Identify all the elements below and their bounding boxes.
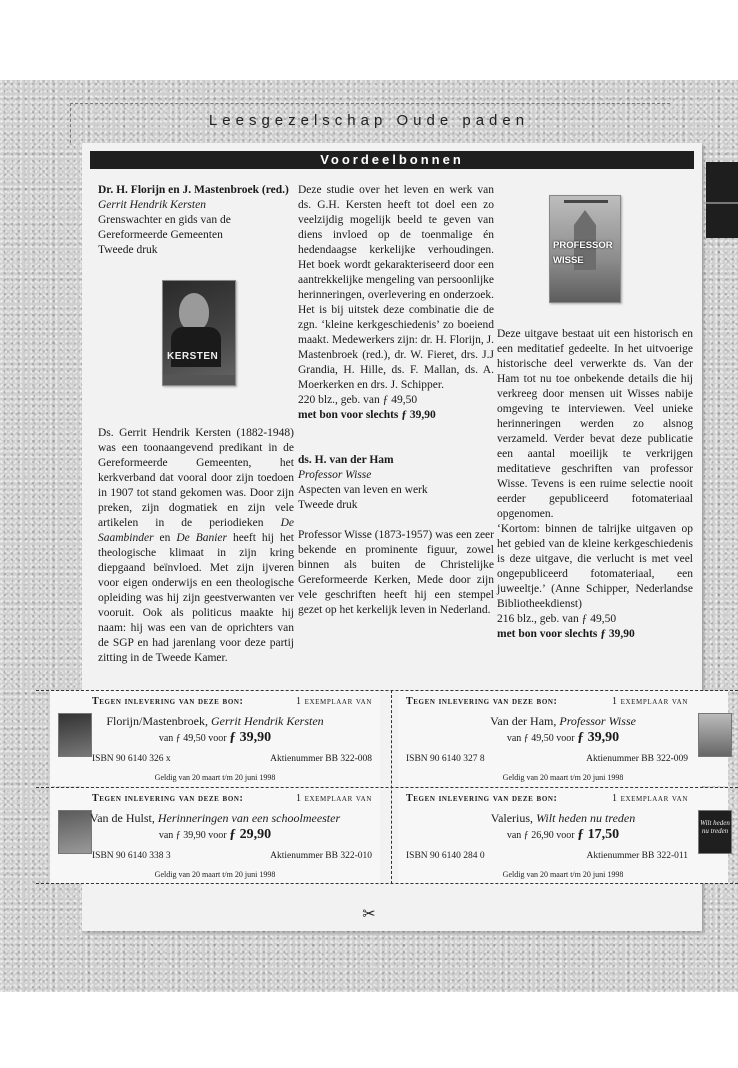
coupon-title-author: Valerius, bbox=[490, 811, 537, 825]
page-header-title: Leesgezelschap Oude paden bbox=[208, 112, 530, 129]
cut-line-vertical bbox=[391, 690, 392, 884]
coupon-header: Tegen inlevering van deze bon: bbox=[92, 793, 244, 804]
coupon-new-price: ƒ 39,90 bbox=[577, 730, 620, 745]
coupon-price bbox=[50, 828, 380, 842]
periodical-saambinder: De Saambinder bbox=[98, 517, 295, 544]
coupon-article-number: Aktienummer BB 322-008 bbox=[270, 754, 372, 764]
article2-subtitle: Aspecten van leven en werk bbox=[298, 484, 428, 496]
article2-body-1: Professor Wisse (1873-1957) was een zeer bekende en prominente figuur, zowel binnen als buiten de Christelijke Gereformeerde Kerken, Mede door zijn vele geschriften heeft hij een stempel gezet op het kerkelijk leven in Nederland. bbox=[298, 529, 494, 616]
article1-edition: Tweede druk bbox=[98, 244, 158, 256]
coupon-header: Tegen inlevering van deze bon: bbox=[406, 793, 558, 804]
article1-specs: 220 blz., geb. van ƒ 49,50 bbox=[298, 394, 418, 406]
coupon-new-price: ƒ 39,90 bbox=[229, 730, 272, 745]
cover-band bbox=[163, 375, 235, 385]
coupon-title bbox=[398, 715, 728, 728]
coupon-old-price: van ƒ 39,90 voor bbox=[158, 830, 230, 841]
cover-label: KERSTEN bbox=[167, 351, 219, 362]
coupon-new-price: ƒ 17,50 bbox=[577, 827, 620, 842]
coupon-title-book: Wilt heden nu treden bbox=[536, 811, 636, 825]
coupon-new-price: ƒ 29,90 bbox=[229, 827, 272, 842]
coupon-old-price: van ƒ 26,90 voor bbox=[506, 830, 578, 841]
cut-line-bottom bbox=[36, 883, 738, 884]
coupon-price bbox=[398, 731, 728, 745]
article1-body-3: Deze studie over het leven en werk van ds. G.H. Kersten heeft tot doel een zo veelzijdig mogelijk beeld te geven van diens invloed op de toenmalige én hedendaagse kerkelijke verhoudingen. Het boek wordt gekarakteriseerd door een aantrekkelijke mengeling van persoonlijke herinneringen, overlevering en onderzoek. Het is bij uitstek deze combinatie die de zgn. ‘kleine kerkgeschiedenis’ zo boeiend maakt. Medewerkers zijn: dr. H. Florijn, J. Mastenbroek (red.), dr. W. Fieret, drs. J.J Grandia, H. Hille, ds. F. Mallan, ds. A. Moerkerken en drs. J. Schipper. bbox=[298, 184, 494, 391]
coupon-price bbox=[398, 828, 728, 842]
coupon-validity: Geldig van 20 maart t/m 20 juni 1998 bbox=[154, 773, 276, 782]
coupon-header: Tegen inlevering van deze bon: bbox=[406, 696, 558, 707]
coupon-validity: Geldig van 20 maart t/m 20 juni 1998 bbox=[502, 870, 624, 879]
coupon-title-book: Professor Wisse bbox=[559, 714, 636, 728]
article1-offer: met bon voor slechts ƒ 39,90 bbox=[298, 409, 436, 421]
coupon-isbn: ISBN 90 6140 338 3 bbox=[92, 851, 171, 861]
portrait-face bbox=[179, 293, 209, 331]
article2-edition: Tweede druk bbox=[298, 499, 358, 511]
coupon-title bbox=[398, 812, 728, 825]
article2-body-2: Deze uitgave bestaat uit een historisch en een meditatief gedeelte. In het uitvoerige historische deel verwerkte ds. Van der Ham tot nu toe onbekende details die hij verkreeg door mensen uit Wisses nabije omgeving te interviewen. Veel unieke herinneringen werden zo alsnog verzameld. Verder bevat deze publicatie een aantal moeilijk te verkrijgen meditatieve geschriften van professor Wisse. Tevens is een ruime selectie nooit eerder gepubliceerd fotomateriaal opgenomen. bbox=[497, 328, 693, 520]
cover-top-text bbox=[564, 200, 608, 203]
coupon-quantity: 1 exemplaar van bbox=[611, 793, 688, 804]
article1-subtitle: Grenswachter en gids van de Gereformeerde Gemeenten bbox=[98, 214, 231, 241]
coupon-strip bbox=[36, 690, 738, 884]
article1-book-title: Gerrit Hendrik Kersten bbox=[98, 199, 206, 211]
column-2 bbox=[298, 183, 494, 618]
side-tab bbox=[706, 162, 738, 238]
coupon-article-number: Aktienummer BB 322-010 bbox=[270, 851, 372, 861]
scissors-icon: ✂ bbox=[362, 904, 376, 923]
section-banner: Voordeelbonnen bbox=[90, 151, 694, 169]
article1-body-paragraph bbox=[98, 426, 294, 666]
cover-label: PROFESSOR WISSE bbox=[553, 240, 613, 266]
coupon-price bbox=[50, 731, 380, 745]
coupon-title-author: Van de Hulst, bbox=[89, 811, 158, 825]
coupon-title-author: Van der Ham, bbox=[490, 714, 560, 728]
coupon-old-price: van ƒ 49,50 voor bbox=[506, 733, 578, 744]
side-tab-notch bbox=[706, 202, 738, 204]
kersten-cover-image bbox=[162, 280, 236, 386]
coupon-title-book: Herinneringen van een schoolmeester bbox=[157, 811, 341, 825]
coupon-quantity: 1 exemplaar van bbox=[295, 793, 372, 804]
coupon-valerius[interactable] bbox=[398, 788, 728, 883]
article1-body-2: heeft hij het theologische klimaat in zijn kring diepgaand beïnvloed. Met zijn ijveren voor eigen onderwijs en een theologische opleiding was hij zijn geestverwanten ver vooruit. Ook als politicus maakte hij naam: hij was een van de oprichters van de SGP en had jarenlang voor deze partij zitting in de Tweede Kamer. bbox=[98, 532, 294, 664]
frame-line bbox=[70, 103, 670, 105]
coupon-validity: Geldig van 20 maart t/m 20 juni 1998 bbox=[154, 870, 276, 879]
coupon-title bbox=[50, 715, 380, 728]
article1-body-1: Ds. Gerrit Hendrik Kersten (1882-1948) was een toonaangevend predikant in de Gereformeerde Gemeenten, het kerkverband dat vooral door zijn toedoen in 1907 tot stand gekomen was. Door zijn preken, zijn dogmatiek en zijn vele artikelen in de periodieken bbox=[98, 427, 294, 529]
coupon-quantity: 1 exemplaar van bbox=[611, 696, 688, 707]
coupon-title-author: Florijn/Mastenbroek, bbox=[106, 714, 211, 728]
coupon-old-price: van ƒ 49,50 voor bbox=[158, 733, 230, 744]
article2-specs: 216 blz., geb. van ƒ 49,50 bbox=[497, 613, 617, 625]
coupon-validity: Geldig van 20 maart t/m 20 juni 1998 bbox=[502, 773, 624, 782]
coupon-isbn: ISBN 90 6140 326 x bbox=[92, 754, 171, 764]
coupon-article-number: Aktienummer BB 322-011 bbox=[586, 851, 688, 861]
coupon-quantity: 1 exemplaar van bbox=[295, 696, 372, 707]
column-1 bbox=[98, 183, 294, 666]
coupon-wisse[interactable] bbox=[398, 691, 728, 786]
coupon-isbn: ISBN 90 6140 284 0 bbox=[406, 851, 485, 861]
periodical-banier: De Banier bbox=[176, 532, 227, 544]
wisse-cover-image bbox=[549, 195, 621, 303]
article2-author: ds. H. van der Ham bbox=[298, 454, 394, 466]
coupon-article-number: Aktienummer BB 322-009 bbox=[586, 754, 688, 764]
article2-book-title: Professor Wisse bbox=[298, 469, 372, 481]
coupon-hulst[interactable] bbox=[50, 788, 380, 883]
article1-authors: Dr. H. Florijn en J. Mastenbroek (red.) bbox=[98, 184, 289, 196]
coupon-title bbox=[50, 812, 380, 825]
coupon-title-book: Gerrit Hendrik Kersten bbox=[211, 714, 324, 728]
column-3 bbox=[497, 183, 693, 642]
valerius-thumbnail: Wilt heden nu treden bbox=[698, 810, 732, 854]
article2-quote: ‘Kortom: binnen de talrijke uitgaven op het gebied van de kleine kerkgeschiedenis is deze uitgave, die verlucht is met veel ongepubliceerd fotomateriaal, een juweeltje.’ (Anne Schipper, Nederlandse Bibliotheekdienst) bbox=[497, 523, 693, 610]
conjunction: en bbox=[153, 532, 177, 544]
coupon-header: Tegen inlevering van deze bon: bbox=[92, 696, 244, 707]
coupon-kersten[interactable] bbox=[50, 691, 380, 786]
article2-offer: met bon voor slechts ƒ 39,90 bbox=[497, 628, 635, 640]
coupon-isbn: ISBN 90 6140 327 8 bbox=[406, 754, 485, 764]
